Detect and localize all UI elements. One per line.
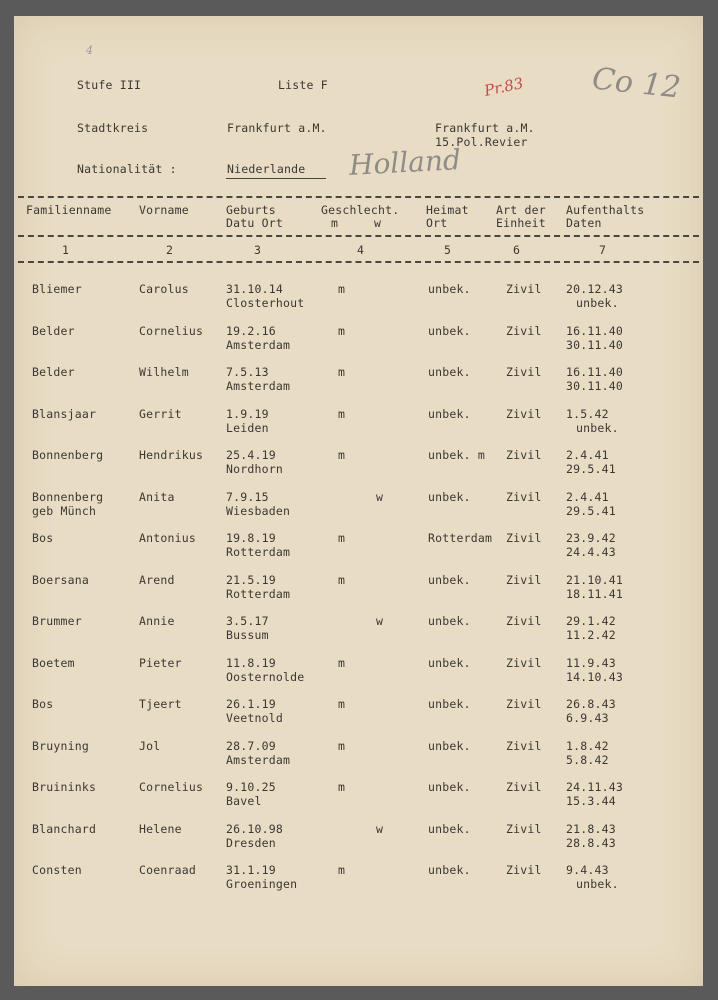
header-heimat: Heimat: [426, 203, 469, 217]
home-place: unbek.: [428, 780, 471, 794]
stay-from: 20.12.43: [566, 282, 623, 296]
birth-place: Amsterdam: [226, 337, 291, 352]
header-geburts: Geburts: [226, 203, 276, 217]
unit-type: Zivil: [506, 489, 542, 504]
liste-label: Liste F: [278, 78, 328, 92]
table-row: [14, 365, 703, 401]
unit-type: Zivil: [506, 323, 542, 338]
family-name: Bruininks: [32, 780, 97, 794]
column-number-1: 1: [62, 243, 70, 257]
nationalitaet-value: Niederlande: [227, 162, 306, 176]
stay-from: 26.8.43: [566, 697, 616, 711]
unit-type: Zivil: [506, 572, 542, 587]
unit-type: Zivil: [506, 821, 542, 836]
birth-date: 9.10.25: [226, 780, 276, 794]
family-name: Bos: [32, 697, 54, 711]
header-datum-ort: Datu Ort: [226, 216, 283, 230]
stay-from: 29.1.42: [566, 614, 616, 628]
first-name: Anita: [139, 489, 175, 504]
first-name: Annie: [139, 614, 175, 628]
document-sheet: [14, 16, 703, 986]
revier-line1: Frankfurt a.M.: [435, 121, 535, 135]
home-place: unbek.: [428, 697, 471, 711]
first-name: Antonius: [139, 531, 196, 545]
header-daten: Daten: [566, 216, 602, 230]
home-place: Rotterdam: [428, 531, 493, 545]
stay-to: 11.2.42: [566, 628, 616, 642]
table-row: [14, 697, 703, 733]
family-name: Brummer: [32, 614, 82, 628]
unit-type: Zivil: [506, 406, 542, 421]
header-einheit: Einheit: [496, 216, 546, 230]
first-name: Helene: [139, 821, 182, 836]
birth-date: 25.4.19: [226, 448, 276, 462]
birth-place: Bussum: [226, 628, 269, 642]
family-name: Bonnenberg: [32, 489, 104, 504]
sex-m: m: [338, 738, 346, 753]
stay-to: 29.5.41: [566, 462, 616, 476]
first-name: Hendrikus: [139, 448, 204, 462]
sex-w: w: [376, 614, 384, 628]
birth-place: Wiesbaden: [226, 503, 291, 518]
corner-mark: 4: [86, 44, 93, 57]
stay-from: 24.11.43: [566, 780, 623, 794]
table-row: [14, 614, 703, 650]
home-place: unbek.: [428, 655, 471, 670]
unit-type: Zivil: [506, 448, 542, 462]
first-name: Arend: [139, 572, 175, 587]
sex-m: m: [338, 655, 346, 670]
birth-date: 7.5.13: [226, 365, 269, 379]
birth-place: Oosternolde: [226, 669, 305, 684]
family-name: Belder: [32, 323, 75, 338]
stufe-label: Stufe III: [77, 78, 142, 92]
home-place: unbek.: [428, 406, 471, 421]
home-place: unbek.: [428, 614, 471, 628]
stay-to: 15.3.44: [566, 794, 616, 808]
sex-m: m: [338, 448, 346, 462]
table-row: [14, 822, 703, 858]
stay-to: 6.9.43: [566, 711, 609, 725]
stay-to: unbek.: [576, 420, 619, 435]
stay-from: 11.9.43: [566, 655, 616, 670]
first-name: Wilhelm: [139, 365, 189, 379]
first-name: Carolus: [139, 282, 189, 296]
first-name: Jol: [139, 738, 161, 753]
family-name: Blanchard: [32, 821, 97, 836]
stay-from: 16.11.40: [566, 323, 623, 338]
header-art: Art der: [496, 203, 546, 217]
family-name-suffix: geb Münch: [32, 503, 97, 518]
family-name: Bonnenberg: [32, 448, 104, 462]
sex-m: m: [338, 572, 346, 587]
stay-to: 29.5.41: [566, 503, 616, 518]
birth-place: Amsterdam: [226, 752, 291, 767]
table-row: [14, 531, 703, 567]
birth-date: 1.9.19: [226, 406, 269, 421]
birth-date: 26.1.19: [226, 697, 276, 711]
sex-m: m: [338, 697, 346, 711]
sex-m: m: [338, 282, 346, 296]
table-row: [14, 448, 703, 484]
birth-date: 26.10.98: [226, 821, 283, 836]
stay-to: unbek.: [576, 296, 619, 310]
header-top-rule: [18, 196, 699, 198]
family-name: Bruyning: [32, 738, 89, 753]
stay-to: 5.8.42: [566, 752, 609, 767]
header-geschlecht: Geschlecht.: [321, 203, 400, 217]
sex-w: w: [376, 489, 384, 504]
sex-w: w: [376, 821, 384, 836]
pencil-note-topright: Co 12: [590, 61, 683, 106]
pencil-note-holland: Holland: [348, 143, 462, 182]
home-place: unbek.: [428, 738, 471, 753]
family-name: Blansjaar: [32, 406, 97, 421]
table-row: [14, 863, 703, 899]
family-name: Bos: [32, 531, 54, 545]
revier-line2: 15.Pol.Revier: [435, 135, 528, 149]
unit-type: Zivil: [506, 738, 542, 753]
stay-to: 24.4.43: [566, 545, 616, 559]
table-row: [14, 282, 703, 318]
table-row: [14, 324, 703, 360]
table-row: [14, 739, 703, 775]
stay-from: 16.11.40: [566, 365, 623, 379]
home-place: unbek.: [428, 282, 471, 296]
sex-m: m: [338, 406, 346, 421]
birth-place: Bavel: [226, 794, 262, 808]
header-geschlecht-m: m: [331, 216, 339, 230]
stay-to: 30.11.40: [566, 337, 623, 352]
unit-type: Zivil: [506, 282, 542, 296]
stay-to: 14.10.43: [566, 669, 623, 684]
birth-place: Nordhorn: [226, 462, 283, 476]
sex-m: m: [338, 323, 346, 338]
birth-date: 7.9.15: [226, 489, 269, 504]
family-name: Boersana: [32, 572, 89, 587]
home-place: unbek. m: [428, 448, 485, 462]
header-geschlecht-w: w: [374, 216, 382, 230]
stay-from: 1.5.42: [566, 406, 609, 421]
header-familienname: Familienname: [26, 203, 112, 217]
birth-date: 21.5.19: [226, 572, 276, 587]
sex-m: m: [338, 780, 346, 794]
birth-place: Closterhout: [226, 296, 305, 310]
stay-to: 30.11.40: [566, 379, 623, 393]
birth-place: Rotterdam: [226, 586, 291, 601]
column-number-3: 3: [254, 243, 262, 257]
birth-date: 19.2.16: [226, 323, 276, 338]
home-place: unbek.: [428, 365, 471, 379]
header-mid-rule: [18, 235, 699, 237]
home-place: unbek.: [428, 323, 471, 338]
birth-place: Dresden: [226, 835, 276, 850]
table-row: [14, 780, 703, 816]
stay-from: 2.4.41: [566, 448, 609, 462]
header-vorname: Vorname: [139, 203, 189, 217]
table-row: [14, 656, 703, 692]
header-bottom-rule: [18, 261, 699, 263]
unit-type: Zivil: [506, 697, 542, 711]
unit-type: Zivil: [506, 780, 542, 794]
first-name: Gerrit: [139, 406, 182, 421]
table-row: [14, 407, 703, 443]
stay-from: 9.4.43: [566, 863, 609, 877]
birth-date: 31.1.19: [226, 863, 276, 877]
column-number-4: 4: [357, 243, 365, 257]
first-name: Cornelius: [139, 323, 204, 338]
unit-type: Zivil: [506, 863, 542, 877]
family-name: Boetem: [32, 655, 75, 670]
birth-date: 11.8.19: [226, 655, 276, 670]
stay-from: 2.4.41: [566, 489, 609, 504]
birth-place: Rotterdam: [226, 545, 291, 559]
stay-from: 1.8.42: [566, 738, 609, 753]
red-handwritten-mark: Pr.83: [482, 74, 525, 100]
stay-to: 28.8.43: [566, 835, 616, 850]
family-name: Consten: [32, 863, 82, 877]
stay-from: 21.8.43: [566, 821, 616, 836]
unit-type: Zivil: [506, 365, 542, 379]
header-heimat-ort: Ort: [426, 216, 448, 230]
first-name: Pieter: [139, 655, 182, 670]
home-place: unbek.: [428, 572, 471, 587]
column-number-6: 6: [513, 243, 521, 257]
sex-m: m: [338, 863, 346, 877]
first-name: Cornelius: [139, 780, 204, 794]
table-row: [14, 573, 703, 609]
home-place: unbek.: [428, 863, 471, 877]
unit-type: Zivil: [506, 655, 542, 670]
family-name: Belder: [32, 365, 75, 379]
birth-date: 31.10.14: [226, 282, 283, 296]
stay-from: 23.9.42: [566, 531, 616, 545]
unit-type: Zivil: [506, 531, 542, 545]
family-name: Bliemer: [32, 282, 82, 296]
stay-to: unbek.: [576, 877, 619, 891]
home-place: unbek.: [428, 821, 471, 836]
birth-date: 3.5.17: [226, 614, 269, 628]
column-number-7: 7: [599, 243, 607, 257]
stay-to: 18.11.41: [566, 586, 623, 601]
header-aufenthalts: Aufenthalts: [566, 203, 645, 217]
birth-date: 19.8.19: [226, 531, 276, 545]
unit-type: Zivil: [506, 614, 542, 628]
table-row: [14, 490, 703, 526]
stadtkreis-label: Stadtkreis: [77, 121, 149, 135]
birth-place: Groeningen: [226, 877, 298, 891]
birth-place: Amsterdam: [226, 379, 291, 393]
birth-date: 28.7.09: [226, 738, 276, 753]
sex-m: m: [338, 365, 346, 379]
first-name: Coenraad: [139, 863, 196, 877]
first-name: Tjeert: [139, 697, 182, 711]
column-number-5: 5: [444, 243, 452, 257]
column-number-2: 2: [166, 243, 174, 257]
stay-from: 21.10.41: [566, 572, 623, 587]
birth-place: Veetnold: [226, 711, 283, 725]
birth-place: Leiden: [226, 420, 269, 435]
stadtkreis-value: Frankfurt a.M.: [227, 121, 327, 135]
nationalitaet-label: Nationalität :: [77, 162, 177, 176]
nationalitaet-underline: [226, 178, 326, 179]
sex-m: m: [338, 531, 346, 545]
home-place: unbek.: [428, 489, 471, 504]
